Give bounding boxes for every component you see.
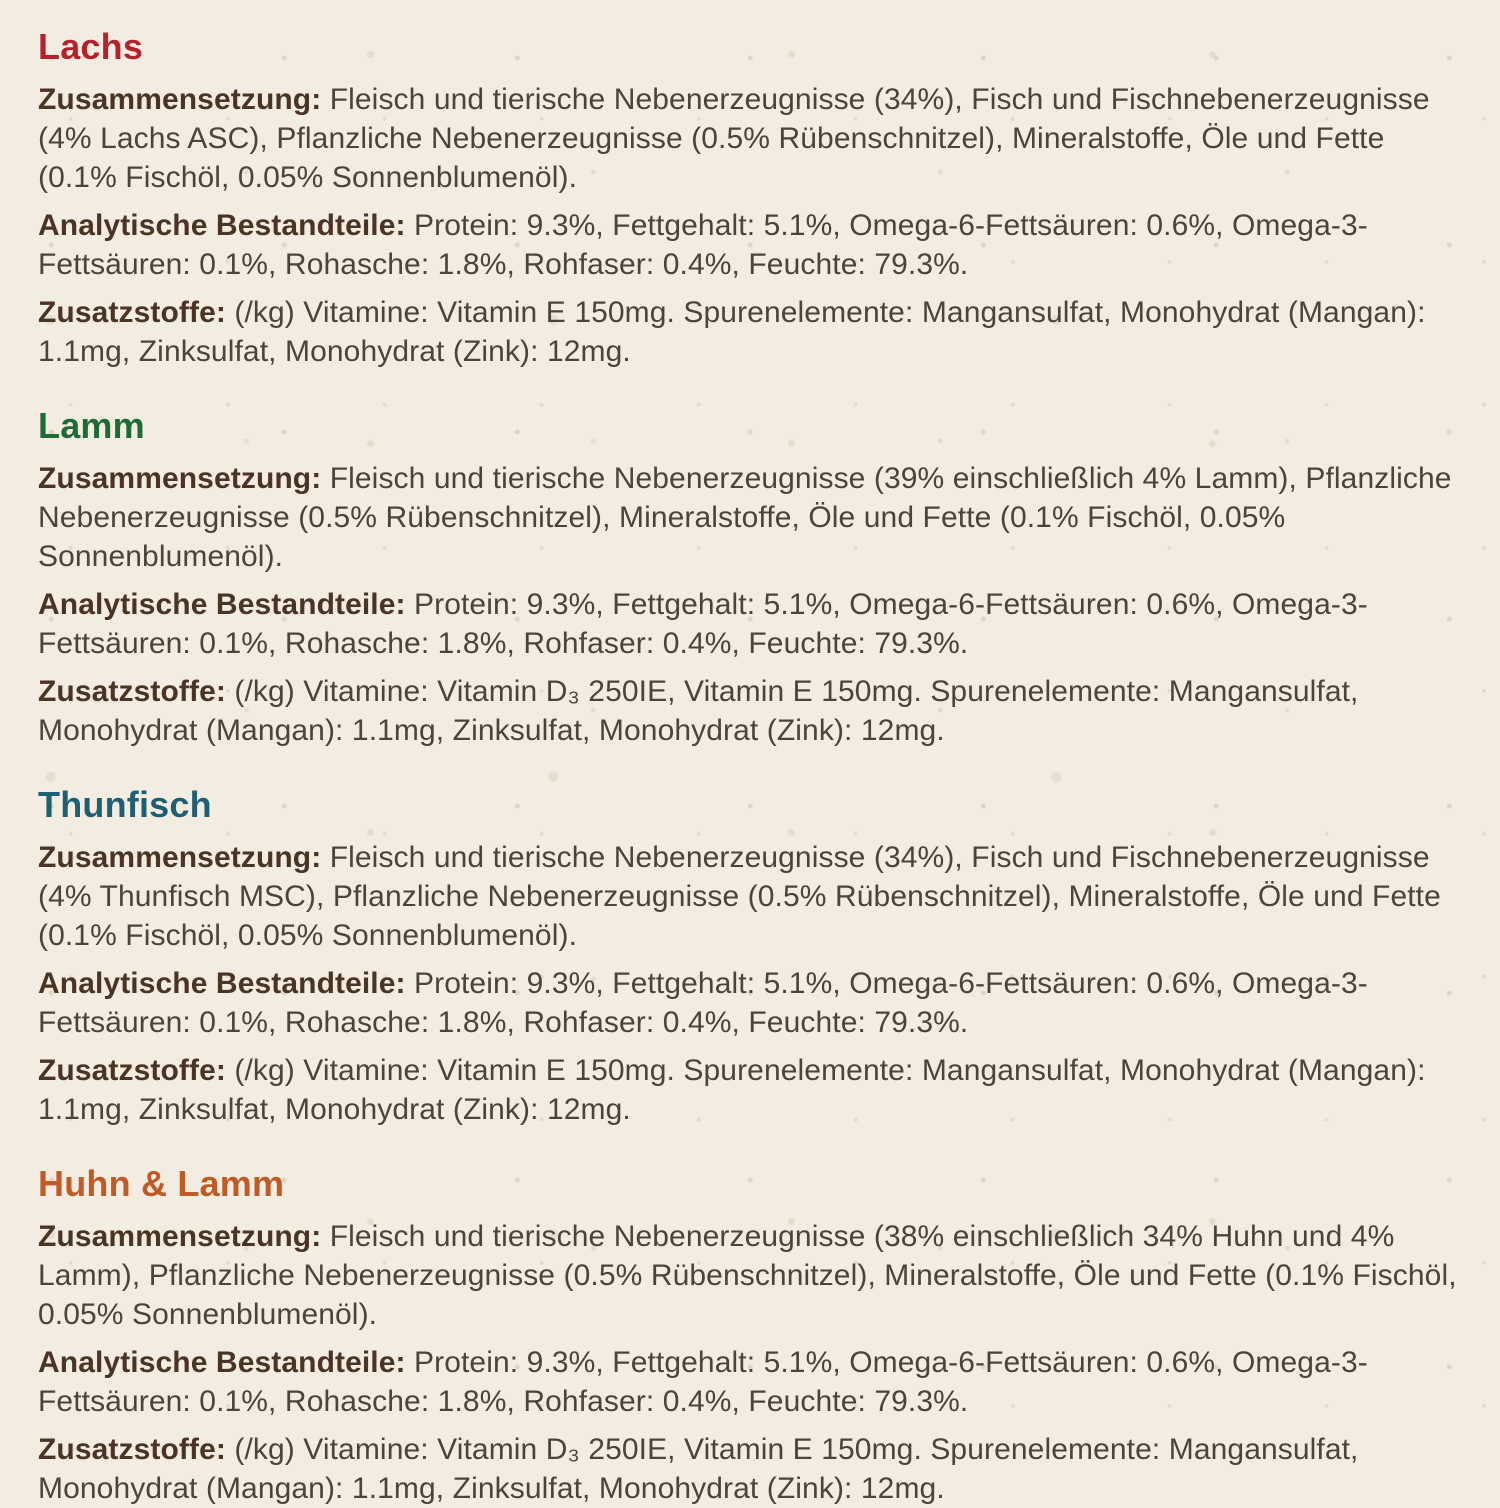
analytical-text: Protein: 9.3%, Fettgehalt: 5.1%, Omega-6-Fettsäuren: 0.6%, Omega-3-Fettsäuren: 0.1%, Rohasche: 1.8%, Rohfaser: 0.4%, Feuchte: 79.3%. bbox=[38, 1346, 1368, 1418]
analytical-text: Protein: 9.3%, Fettgehalt: 5.1%, Omega-6-Fettsäuren: 0.6%, Omega-3-Fettsäuren: 0.1%, Rohasche: 1.8%, Rohfaser: 0.4%, Feuchte: 79.3%. bbox=[38, 209, 1368, 281]
composition-label: Zusammensetzung: bbox=[38, 462, 322, 495]
section-heading-lamm: Lamm bbox=[38, 405, 145, 446]
composition-paragraph bbox=[38, 459, 1462, 576]
analytical-paragraph bbox=[38, 964, 1462, 1042]
section-heading-huhn-lamm: Huhn & Lamm bbox=[38, 1163, 285, 1204]
section-lamm bbox=[38, 405, 1462, 750]
composition-paragraph bbox=[38, 838, 1462, 955]
additives-label: Zusatzstoffe: bbox=[38, 296, 226, 329]
analytical-paragraph bbox=[38, 206, 1462, 284]
additives-label: Zusatzstoffe: bbox=[38, 1054, 226, 1087]
additives-paragraph bbox=[38, 293, 1462, 371]
composition-label: Zusammensetzung: bbox=[38, 1220, 322, 1253]
analytical-label: Analytische Bestandteile: bbox=[38, 588, 406, 621]
analytical-text: Protein: 9.3%, Fettgehalt: 5.1%, Omega-6-Fettsäuren: 0.6%, Omega-3-Fettsäuren: 0.1%, Rohasche: 1.8%, Rohfaser: 0.4%, Feuchte: 79.3%. bbox=[38, 967, 1368, 1039]
analytical-paragraph bbox=[38, 585, 1462, 663]
section-heading-thunfisch: Thunfisch bbox=[38, 784, 212, 825]
ingredient-label-sheet bbox=[38, 26, 1462, 1505]
additives-text: (/kg) Vitamine: Vitamin E 150mg. Spurenelemente: Mangansulfat, Monohydrat (Mangan): 1.1mg, Zinksulfat, Monohydrat (Zink): 12mg. bbox=[38, 296, 1426, 368]
additives-paragraph bbox=[38, 672, 1462, 750]
analytical-label: Analytische Bestandteile: bbox=[38, 967, 406, 1000]
additives-text: (/kg) Vitamine: Vitamin E 150mg. Spurenelemente: Mangansulfat, Monohydrat (Mangan): 1.1mg, Zinksulfat, Monohydrat (Zink): 12mg. bbox=[38, 1054, 1426, 1126]
additives-text: (/kg) Vitamine: Vitamin D₃ 250IE, Vitamin E 150mg. Spurenelemente: Mangansulfat, Monohydrat (Mangan): 1.1mg, Zinksulfat, Monohydrat (Zink): 12mg. bbox=[38, 1433, 1359, 1505]
analytical-paragraph bbox=[38, 1343, 1462, 1421]
composition-paragraph bbox=[38, 80, 1462, 197]
additives-label: Zusatzstoffe: bbox=[38, 675, 226, 708]
additives-text: (/kg) Vitamine: Vitamin D₃ 250IE, Vitamin E 150mg. Spurenelemente: Mangansulfat, Monohydrat (Mangan): 1.1mg, Zinksulfat, Monohydrat (Zink): 12mg. bbox=[38, 675, 1359, 747]
section-thunfisch bbox=[38, 784, 1462, 1129]
section-huhn-lamm bbox=[38, 1163, 1462, 1508]
analytical-label: Analytische Bestandteile: bbox=[38, 1346, 406, 1379]
additives-paragraph bbox=[38, 1051, 1462, 1129]
composition-label: Zusammensetzung: bbox=[38, 83, 322, 116]
analytical-label: Analytische Bestandteile: bbox=[38, 209, 406, 242]
composition-text: Fleisch und tierische Nebenerzeugnisse (38% einschließlich 34% Huhn und 4% Lamm), Pflanzliche Nebenerzeugnisse (0.5% Rübenschnitzel), Mineralstoffe, Öle und Fette (0.1% Fischöl, 0.05% Sonnenblumenöl). bbox=[38, 1220, 1457, 1331]
composition-text: Fleisch und tierische Nebenerzeugnisse (34%), Fisch und Fischnebenerzeugnisse (4% Thunfisch MSC), Pflanzliche Nebenerzeugnisse (0.5% Rübenschnitzel), Mineralstoffe, Öle und Fette (0.1% Fischöl, 0.05% Sonnenblumenöl). bbox=[38, 841, 1441, 952]
composition-text: Fleisch und tierische Nebenerzeugnisse (34%), Fisch und Fischnebenerzeugnisse (4% Lachs ASC), Pflanzliche Nebenerzeugnisse (0.5% Rübenschnitzel), Mineralstoffe, Öle und Fette (0.1% Fischöl, 0.05% Sonnenblumenöl). bbox=[38, 83, 1430, 194]
analytical-text: Protein: 9.3%, Fettgehalt: 5.1%, Omega-6-Fettsäuren: 0.6%, Omega-3-Fettsäuren: 0.1%, Rohasche: 1.8%, Rohfaser: 0.4%, Feuchte: 79.3%. bbox=[38, 588, 1368, 660]
additives-paragraph bbox=[38, 1430, 1462, 1508]
section-heading-lachs: Lachs bbox=[38, 26, 144, 67]
composition-label: Zusammensetzung: bbox=[38, 841, 322, 874]
composition-paragraph bbox=[38, 1217, 1462, 1334]
section-lachs bbox=[38, 26, 1462, 371]
composition-text: Fleisch und tierische Nebenerzeugnisse (39% einschließlich 4% Lamm), Pflanzliche Nebenerzeugnisse (0.5% Rübenschnitzel), Mineralstoffe, Öle und Fette (0.1% Fischöl, 0.05% Sonnenblumenöl). bbox=[38, 462, 1452, 573]
additives-label: Zusatzstoffe: bbox=[38, 1433, 226, 1466]
